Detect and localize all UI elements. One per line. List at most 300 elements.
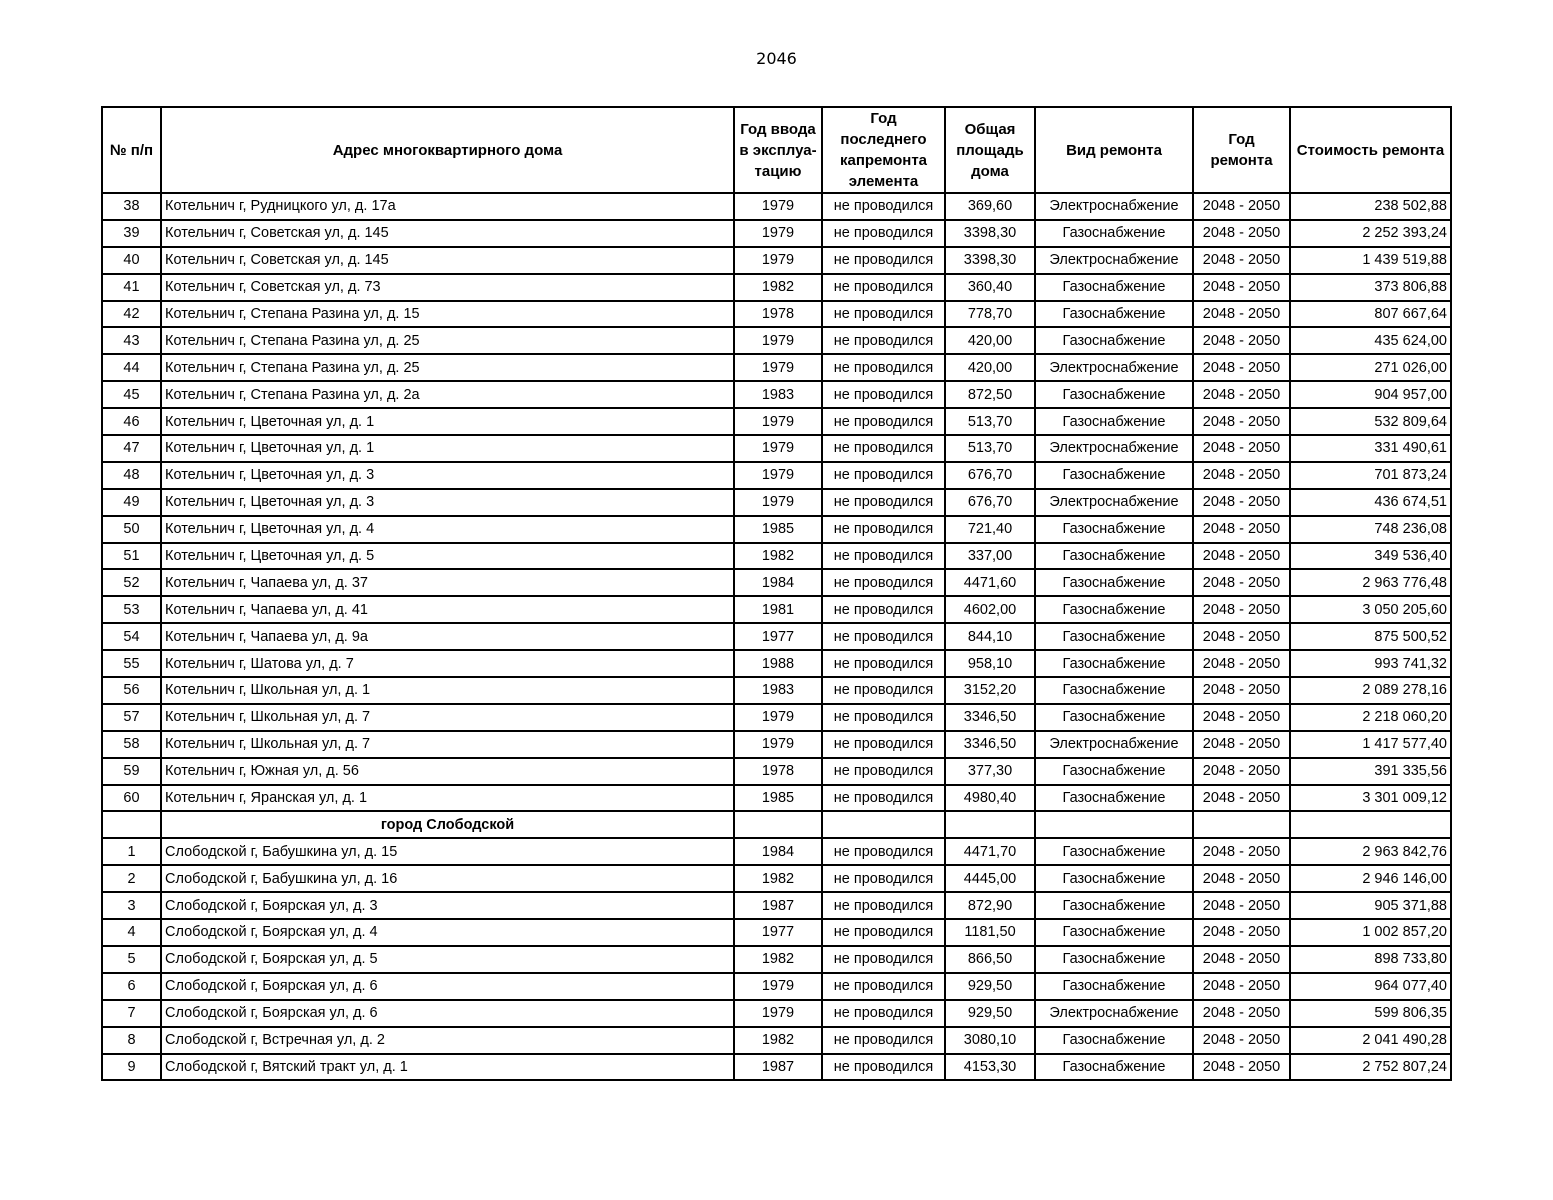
cell-last-repair: не проводился [822,489,945,516]
table-row [102,408,1451,435]
cell-num: 2 [102,865,161,892]
cell-address: Котельнич г, Цветочная ул, д. 1 [161,408,734,435]
cell-area: 3152,20 [945,677,1035,704]
cell-last-repair: не проводился [822,623,945,650]
cell-year-built: 1987 [734,892,822,919]
cell-area: 872,50 [945,381,1035,408]
table-row [102,1054,1451,1081]
cell-last-repair: не проводился [822,220,945,247]
cell-last-repair: не проводился [822,274,945,301]
cell-year-built: 1987 [734,1054,822,1081]
cell-last-repair: не проводился [822,892,945,919]
cell-cost: 1 002 857,20 [1290,919,1451,946]
section-row [102,811,1451,838]
table-row [102,569,1451,596]
cell-repair-year: 2048 - 2050 [1193,516,1290,543]
cell-num: 57 [102,704,161,731]
cell-repair-type: Газоснабжение [1035,919,1193,946]
cell-year-built: 1984 [734,569,822,596]
cell-last-repair: не проводился [822,758,945,785]
cell-empty [945,811,1035,838]
cell-cost: 532 809,64 [1290,408,1451,435]
cell-repair-type: Газоснабжение [1035,623,1193,650]
cell-area: 513,70 [945,435,1035,462]
cell-cost: 701 873,24 [1290,462,1451,489]
cell-empty [1290,811,1451,838]
cell-last-repair: не проводился [822,193,945,220]
cell-repair-year: 2048 - 2050 [1193,677,1290,704]
cell-repair-type: Газоснабжение [1035,650,1193,677]
cell-address: Котельнич г, Советская ул, д. 73 [161,274,734,301]
cell-cost: 2 752 807,24 [1290,1054,1451,1081]
cell-year-built: 1979 [734,247,822,274]
table-row [102,1000,1451,1027]
cell-area: 4471,60 [945,569,1035,596]
cell-repair-type: Газоснабжение [1035,785,1193,812]
cell-address: Котельнич г, Школьная ул, д. 7 [161,704,734,731]
cell-address: Котельнич г, Степана Разина ул, д. 2а [161,381,734,408]
cell-repair-year: 2048 - 2050 [1193,247,1290,274]
cell-address: Котельнич г, Степана Разина ул, д. 15 [161,301,734,328]
cell-empty [1035,811,1193,838]
cell-repair-type: Газоснабжение [1035,704,1193,731]
cell-repair-type: Газоснабжение [1035,865,1193,892]
cell-num: 40 [102,247,161,274]
cell-address: Котельнич г, Цветочная ул, д. 3 [161,462,734,489]
cell-repair-year: 2048 - 2050 [1193,704,1290,731]
cell-year-built: 1983 [734,381,822,408]
cell-num: 45 [102,381,161,408]
table-row [102,381,1451,408]
cell-year-built: 1979 [734,408,822,435]
table-row [102,596,1451,623]
table-row [102,354,1451,381]
cell-num: 46 [102,408,161,435]
cell-num: 43 [102,327,161,354]
cell-repair-type: Газоснабжение [1035,1027,1193,1054]
cell-address: Слободской г, Вятский тракт ул, д. 1 [161,1054,734,1081]
cell-area: 676,70 [945,489,1035,516]
cell-cost: 2 946 146,00 [1290,865,1451,892]
table-row [102,919,1451,946]
cell-repair-type: Газоснабжение [1035,569,1193,596]
cell-area: 866,50 [945,946,1035,973]
cell-year-built: 1984 [734,838,822,865]
cell-repair-year: 2048 - 2050 [1193,408,1290,435]
cell-area: 4445,00 [945,865,1035,892]
cell-address: Котельнич г, Южная ул, д. 56 [161,758,734,785]
cell-area: 377,30 [945,758,1035,785]
cell-year-built: 1979 [734,462,822,489]
cell-cost: 2 963 776,48 [1290,569,1451,596]
cell-last-repair: не проводился [822,785,945,812]
cell-address: Слободской г, Боярская ул, д. 5 [161,946,734,973]
cell-last-repair: не проводился [822,946,945,973]
cell-repair-type: Газоснабжение [1035,892,1193,919]
cell-last-repair: не проводился [822,381,945,408]
cell-address: Котельнич г, Школьная ул, д. 7 [161,731,734,758]
cell-num: 7 [102,1000,161,1027]
cell-num: 55 [102,650,161,677]
cell-area: 721,40 [945,516,1035,543]
cell-repair-year: 2048 - 2050 [1193,301,1290,328]
cell-num: 56 [102,677,161,704]
cell-year-built: 1982 [734,946,822,973]
table-row [102,758,1451,785]
cell-repair-type: Электроснабжение [1035,247,1193,274]
cell-year-built: 1985 [734,516,822,543]
cell-last-repair: не проводился [822,354,945,381]
cell-num: 52 [102,569,161,596]
cell-area: 3080,10 [945,1027,1035,1054]
cell-last-repair: не проводился [822,569,945,596]
cell-repair-type: Газоснабжение [1035,758,1193,785]
cell-cost: 2 218 060,20 [1290,704,1451,731]
cell-repair-type: Газоснабжение [1035,408,1193,435]
cell-cost: 238 502,88 [1290,193,1451,220]
cell-year-built: 1979 [734,704,822,731]
cell-repair-type: Электроснабжение [1035,435,1193,462]
cell-cost: 271 026,00 [1290,354,1451,381]
header-last-repair: Год последнего капремонта элемента [822,107,945,193]
cell-address: Слободской г, Боярская ул, д. 6 [161,1000,734,1027]
cell-num: 38 [102,193,161,220]
cell-cost: 436 674,51 [1290,489,1451,516]
header-area: Общая площадь дома [945,107,1035,193]
cell-num: 58 [102,731,161,758]
table-row [102,462,1451,489]
cell-cost: 3 050 205,60 [1290,596,1451,623]
cell-num: 53 [102,596,161,623]
cell-year-built: 1988 [734,650,822,677]
cell-num: 47 [102,435,161,462]
cell-last-repair: не проводился [822,677,945,704]
table-row [102,677,1451,704]
table-row [102,865,1451,892]
cell-repair-type: Электроснабжение [1035,489,1193,516]
cell-num: 49 [102,489,161,516]
cell-repair-year: 2048 - 2050 [1193,946,1290,973]
cell-repair-type: Электроснабжение [1035,731,1193,758]
cell-area: 4153,30 [945,1054,1035,1081]
cell-repair-year: 2048 - 2050 [1193,1000,1290,1027]
cell-area: 337,00 [945,543,1035,570]
cell-last-repair: не проводился [822,838,945,865]
cell-address: Котельнич г, Степана Разина ул, д. 25 [161,327,734,354]
cell-area: 3398,30 [945,220,1035,247]
cell-area: 420,00 [945,327,1035,354]
cell-area: 958,10 [945,650,1035,677]
cell-address: Слободской г, Боярская ул, д. 4 [161,919,734,946]
cell-cost: 435 624,00 [1290,327,1451,354]
header-year-built: Год ввода в эксплуа-тацию [734,107,822,193]
cell-year-built: 1979 [734,220,822,247]
cell-repair-year: 2048 - 2050 [1193,543,1290,570]
cell-year-built: 1979 [734,435,822,462]
table-row [102,838,1451,865]
cell-repair-type: Электроснабжение [1035,1000,1193,1027]
cell-last-repair: не проводился [822,596,945,623]
cell-num: 5 [102,946,161,973]
cell-last-repair: не проводился [822,301,945,328]
cell-year-built: 1979 [734,327,822,354]
cell-cost: 391 335,56 [1290,758,1451,785]
cell-last-repair: не проводился [822,327,945,354]
cell-year-built: 1979 [734,489,822,516]
cell-repair-type: Электроснабжение [1035,193,1193,220]
cell-repair-year: 2048 - 2050 [1193,381,1290,408]
cell-num: 54 [102,623,161,650]
table-row [102,516,1451,543]
cell-address: Котельнич г, Яранская ул, д. 1 [161,785,734,812]
cell-year-built: 1979 [734,1000,822,1027]
cell-num: 44 [102,354,161,381]
cell-last-repair: не проводился [822,865,945,892]
cell-year-built: 1979 [734,973,822,1000]
cell-repair-year: 2048 - 2050 [1193,731,1290,758]
cell-cost: 964 077,40 [1290,973,1451,1000]
table-row [102,247,1451,274]
cell-empty [734,811,822,838]
cell-cost: 599 806,35 [1290,1000,1451,1027]
section-title: город Слободской [161,811,734,838]
cell-repair-type: Газоснабжение [1035,220,1193,247]
cell-num: 9 [102,1054,161,1081]
cell-address: Котельнич г, Рудницкого ул, д. 17а [161,193,734,220]
cell-area: 778,70 [945,301,1035,328]
table-row [102,543,1451,570]
cell-repair-year: 2048 - 2050 [1193,785,1290,812]
header-repair-type: Вид ремонта [1035,107,1193,193]
header-num: № п/п [102,107,161,193]
cell-repair-year: 2048 - 2050 [1193,650,1290,677]
cell-year-built: 1982 [734,865,822,892]
cell-num: 8 [102,1027,161,1054]
cell-area: 4602,00 [945,596,1035,623]
cell-repair-year: 2048 - 2050 [1193,435,1290,462]
repair-register-table [101,106,1452,1081]
cell-area: 360,40 [945,274,1035,301]
table-row [102,704,1451,731]
cell-year-built: 1982 [734,274,822,301]
cell-year-built: 1982 [734,543,822,570]
header-cost: Стоимость ремонта [1290,107,1451,193]
cell-area: 872,90 [945,892,1035,919]
cell-area: 929,50 [945,973,1035,1000]
table-row [102,973,1451,1000]
header-address: Адрес многоквартирного дома [161,107,734,193]
cell-last-repair: не проводился [822,408,945,435]
cell-address: Котельнич г, Степана Разина ул, д. 25 [161,354,734,381]
cell-repair-year: 2048 - 2050 [1193,220,1290,247]
table-body [102,193,1451,1080]
cell-repair-type: Газоснабжение [1035,543,1193,570]
cell-repair-year: 2048 - 2050 [1193,758,1290,785]
cell-year-built: 1978 [734,301,822,328]
cell-repair-year: 2048 - 2050 [1193,623,1290,650]
cell-area: 3346,50 [945,731,1035,758]
cell-cost: 905 371,88 [1290,892,1451,919]
cell-repair-year: 2048 - 2050 [1193,327,1290,354]
cell-year-built: 1982 [734,1027,822,1054]
cell-area: 1181,50 [945,919,1035,946]
cell-num: 48 [102,462,161,489]
cell-cost: 1 417 577,40 [1290,731,1451,758]
cell-repair-year: 2048 - 2050 [1193,919,1290,946]
cell-repair-year: 2048 - 2050 [1193,274,1290,301]
cell-year-built: 1981 [734,596,822,623]
cell-repair-year: 2048 - 2050 [1193,865,1290,892]
cell-repair-year: 2048 - 2050 [1193,1027,1290,1054]
cell-address: Слободской г, Встречная ул, д. 2 [161,1027,734,1054]
cell-num: 60 [102,785,161,812]
cell-repair-year: 2048 - 2050 [1193,1054,1290,1081]
cell-address: Слободской г, Боярская ул, д. 3 [161,892,734,919]
cell-num: 3 [102,892,161,919]
table-row [102,301,1451,328]
cell-address: Котельнич г, Шатова ул, д. 7 [161,650,734,677]
cell-repair-type: Газоснабжение [1035,677,1193,704]
cell-last-repair: не проводился [822,731,945,758]
cell-repair-type: Газоснабжение [1035,1054,1193,1081]
cell-address: Котельнич г, Цветочная ул, д. 1 [161,435,734,462]
cell-address: Котельнич г, Цветочная ул, д. 4 [161,516,734,543]
cell-area: 3346,50 [945,704,1035,731]
cell-year-built: 1979 [734,193,822,220]
cell-cost: 2 252 393,24 [1290,220,1451,247]
cell-address: Котельнич г, Чапаева ул, д. 37 [161,569,734,596]
cell-cost: 898 733,80 [1290,946,1451,973]
table-row [102,220,1451,247]
cell-num: 50 [102,516,161,543]
table-row [102,435,1451,462]
cell-repair-type: Электроснабжение [1035,354,1193,381]
cell-cost: 373 806,88 [1290,274,1451,301]
cell-last-repair: не проводился [822,462,945,489]
cell-year-built: 1983 [734,677,822,704]
cell-area: 844,10 [945,623,1035,650]
cell-empty [102,811,161,838]
cell-num: 41 [102,274,161,301]
cell-address: Котельнич г, Цветочная ул, д. 3 [161,489,734,516]
cell-repair-type: Газоснабжение [1035,838,1193,865]
cell-cost: 748 236,08 [1290,516,1451,543]
cell-address: Слободской г, Бабушкина ул, д. 15 [161,838,734,865]
cell-repair-year: 2048 - 2050 [1193,489,1290,516]
table-row [102,785,1451,812]
cell-address: Слободской г, Боярская ул, д. 6 [161,973,734,1000]
cell-last-repair: не проводился [822,516,945,543]
cell-repair-year: 2048 - 2050 [1193,193,1290,220]
cell-repair-year: 2048 - 2050 [1193,838,1290,865]
cell-cost: 331 490,61 [1290,435,1451,462]
cell-num: 6 [102,973,161,1000]
header-repair-year: Год ремонта [1193,107,1290,193]
cell-empty [822,811,945,838]
cell-last-repair: не проводился [822,247,945,274]
cell-cost: 807 667,64 [1290,301,1451,328]
cell-area: 369,60 [945,193,1035,220]
cell-last-repair: не проводился [822,1027,945,1054]
cell-num: 39 [102,220,161,247]
cell-cost: 349 536,40 [1290,543,1451,570]
cell-address: Котельнич г, Советская ул, д. 145 [161,220,734,247]
cell-repair-type: Газоснабжение [1035,462,1193,489]
cell-year-built: 1979 [734,731,822,758]
cell-address: Котельнич г, Советская ул, д. 145 [161,247,734,274]
cell-area: 4980,40 [945,785,1035,812]
cell-repair-type: Газоснабжение [1035,973,1193,1000]
cell-last-repair: не проводился [822,973,945,1000]
page-number: 2046 [756,49,797,68]
cell-repair-type: Газоснабжение [1035,327,1193,354]
cell-area: 513,70 [945,408,1035,435]
table-row [102,489,1451,516]
cell-repair-type: Газоснабжение [1035,274,1193,301]
table-row [102,946,1451,973]
cell-area: 3398,30 [945,247,1035,274]
cell-repair-year: 2048 - 2050 [1193,596,1290,623]
cell-cost: 2 089 278,16 [1290,677,1451,704]
cell-year-built: 1977 [734,623,822,650]
cell-empty [1193,811,1290,838]
cell-cost: 1 439 519,88 [1290,247,1451,274]
cell-address: Котельнич г, Цветочная ул, д. 5 [161,543,734,570]
cell-repair-type: Газоснабжение [1035,946,1193,973]
table-row [102,650,1451,677]
cell-year-built: 1979 [734,354,822,381]
cell-repair-year: 2048 - 2050 [1193,892,1290,919]
cell-cost: 875 500,52 [1290,623,1451,650]
table-row [102,274,1451,301]
cell-last-repair: не проводился [822,650,945,677]
cell-repair-type: Газоснабжение [1035,596,1193,623]
cell-year-built: 1977 [734,919,822,946]
cell-num: 51 [102,543,161,570]
cell-last-repair: не проводился [822,1054,945,1081]
cell-area: 420,00 [945,354,1035,381]
table-row [102,623,1451,650]
cell-cost: 993 741,32 [1290,650,1451,677]
cell-last-repair: не проводился [822,543,945,570]
cell-address: Котельнич г, Чапаева ул, д. 41 [161,596,734,623]
cell-repair-type: Газоснабжение [1035,301,1193,328]
cell-area: 676,70 [945,462,1035,489]
cell-address: Слободской г, Бабушкина ул, д. 16 [161,865,734,892]
cell-address: Котельнич г, Чапаева ул, д. 9а [161,623,734,650]
cell-last-repair: не проводился [822,1000,945,1027]
table-row [102,1027,1451,1054]
table-row [102,327,1451,354]
cell-repair-year: 2048 - 2050 [1193,354,1290,381]
cell-num: 1 [102,838,161,865]
cell-repair-type: Газоснабжение [1035,381,1193,408]
table-row [102,193,1451,220]
cell-cost: 2 041 490,28 [1290,1027,1451,1054]
cell-num: 59 [102,758,161,785]
cell-address: Котельнич г, Школьная ул, д. 1 [161,677,734,704]
table-row [102,892,1451,919]
cell-last-repair: не проводился [822,435,945,462]
cell-cost: 3 301 009,12 [1290,785,1451,812]
cell-repair-type: Газоснабжение [1035,516,1193,543]
table-header-row [102,107,1451,193]
cell-num: 4 [102,919,161,946]
cell-last-repair: не проводился [822,704,945,731]
cell-last-repair: не проводился [822,919,945,946]
cell-year-built: 1985 [734,785,822,812]
cell-num: 42 [102,301,161,328]
